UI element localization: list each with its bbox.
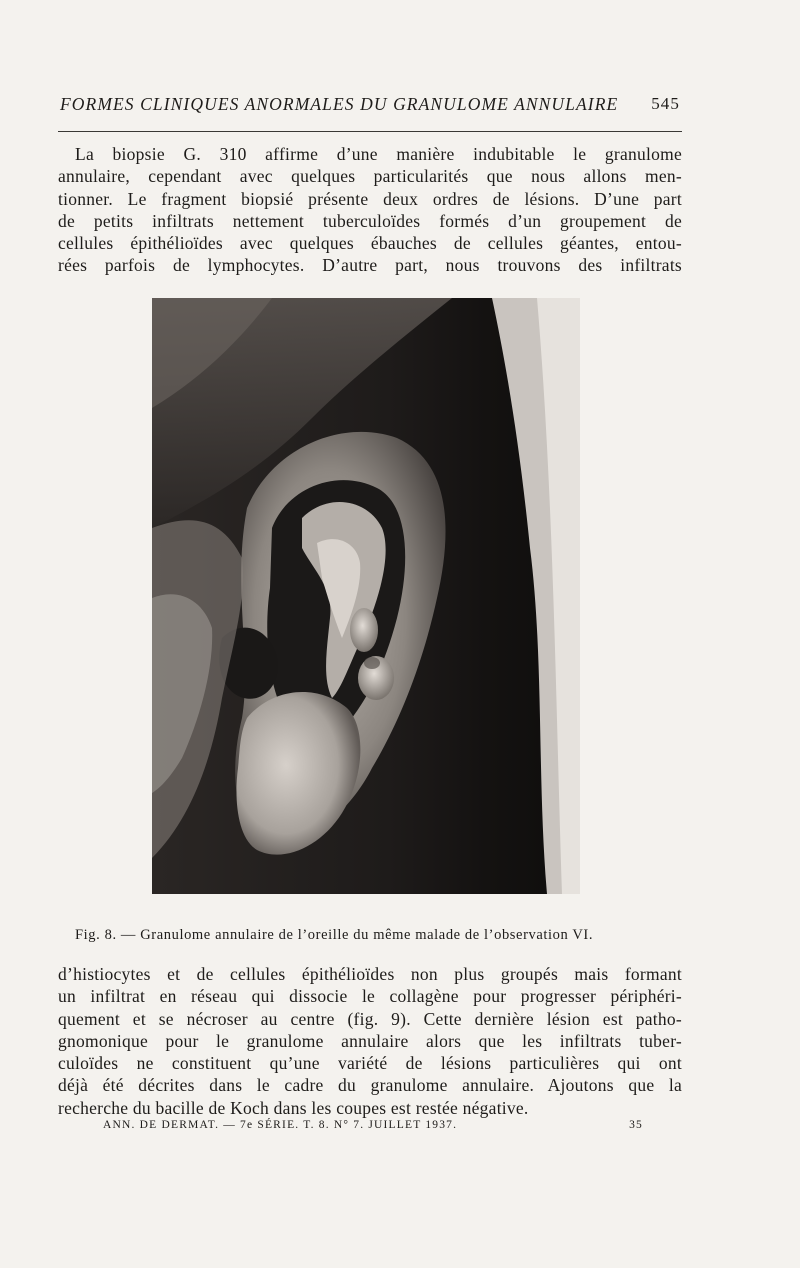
ear-photograph-image <box>152 298 580 894</box>
paragraph-line: annulaire, cependant avec quelques particularités que nous allons men- <box>58 166 682 187</box>
paragraph-line: gnomonique pour le granulome annulaire alors que les infiltrats tuber- <box>58 1030 682 1051</box>
paragraph-line: rées parfois de lymphocytes. D’autre part, nous trouvons des infiltrats <box>58 255 682 276</box>
page-number: 545 <box>651 94 680 113</box>
paragraph-line: de petits infiltrats nettement tuberculoïdes formés d’un groupement de <box>58 210 682 231</box>
journal-citation: ANN. DE DERMAT. — 7e SÉRIE. T. 8. N° 7. JUILLET 1937. <box>103 1119 458 1131</box>
paragraph-line: La biopsie G. 310 affirme d’une manière indubitable le granulome <box>75 144 682 164</box>
paragraph-line: un infiltrat en réseau qui dissocie le collagène pour progresser périphéri- <box>58 986 682 1007</box>
paragraph-line: culoïdes ne constituent qu’une variété de lésions particulières qui ont <box>58 1053 682 1074</box>
paragraph-line: d’histiocytes et de cellules épithélioïdes non plus groupés mais formant <box>58 964 682 984</box>
paragraph-2 <box>58 963 682 1119</box>
paragraph-line: recherche du bacille de Koch dans les coupes est restée négative. <box>58 1097 529 1118</box>
paragraph-line: déjà été décrites dans le cadre du granulome annulaire. Ajoutons que la <box>58 1075 682 1096</box>
paragraph-1 <box>58 143 682 277</box>
sheet-number: 35 <box>629 1119 643 1131</box>
figure-caption: Fig. 8. — Granulome annulaire de l’oreille du même malade de l’observation VI. <box>75 927 594 943</box>
header-rule <box>58 131 682 132</box>
running-head <box>60 94 680 118</box>
paragraph-line: quement et se nécroser au centre (fig. 9). Cette dernière lésion est patho- <box>58 1008 682 1029</box>
page-footer <box>103 1119 643 1137</box>
running-title: FORMES CLINIQUES ANORMALES DU GRANULOME ANNULAIRE <box>60 94 619 114</box>
ear-photograph <box>152 298 580 894</box>
paragraph-line: cellules épithélioïdes avec quelques ébauches de cellules géantes, entou- <box>58 233 682 254</box>
paragraph-line: tionner. Le fragment biopsié présente deux ordres de lésions. D’une part <box>58 188 682 209</box>
